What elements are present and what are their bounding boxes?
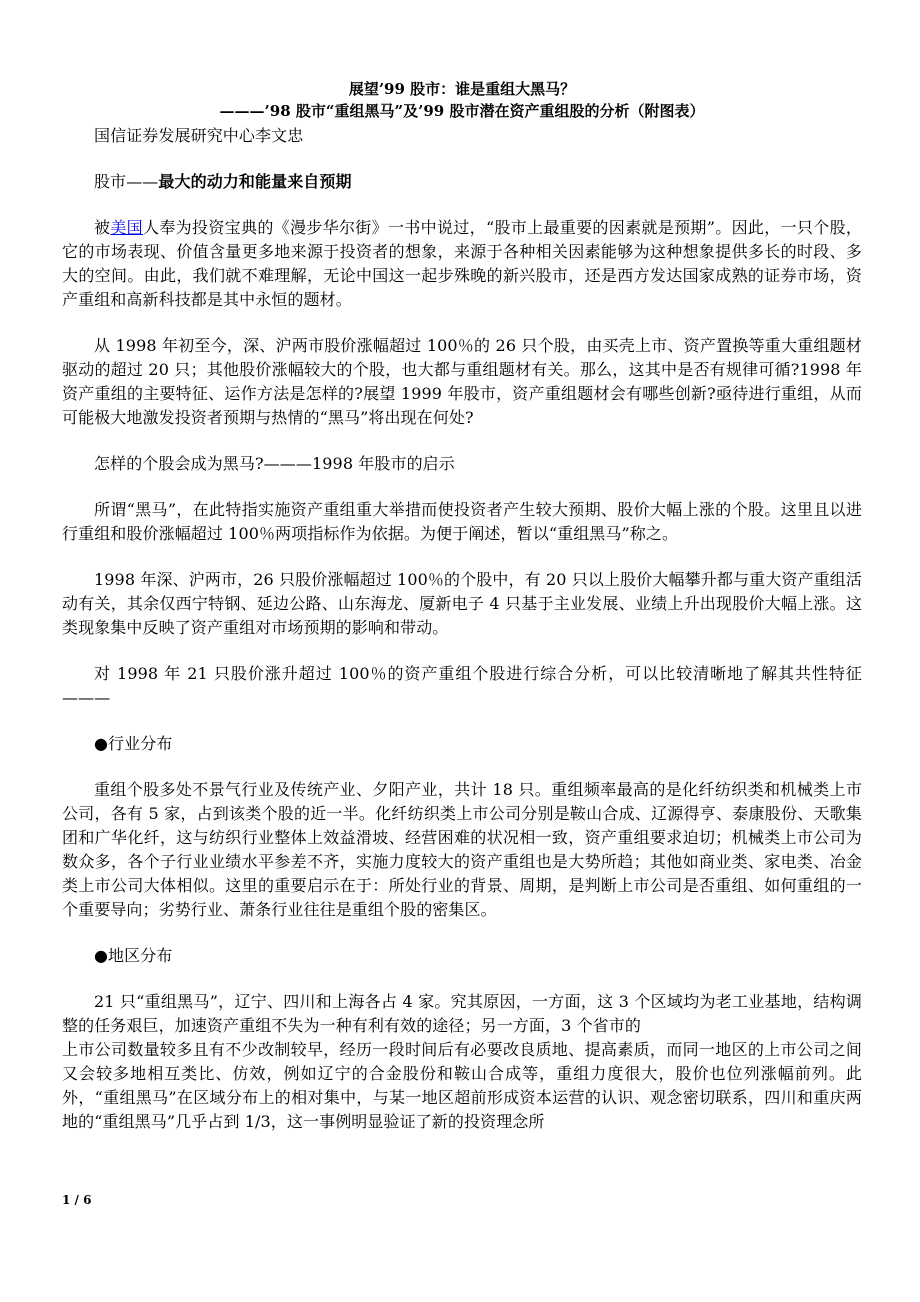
spacer bbox=[62, 756, 862, 778]
paragraph-2: 从 1998 年初至今，深、沪两市股价涨幅超过 100％的 26 只个股，由买壳上市、资产置换等重大重组题材驱动的超过 20 只；其他股价涨幅较大的个股，也大都与重组题材有关。那么，这其中是否有规律可循?1998 年资产重组的主要特征、运作方法是怎样的?展望 1999 年股市，资产重组题材会有哪些创新?亟待进行重组，从而可能极大地激发投资者预期与热情的“黑马”将出现在何处? bbox=[62, 336, 862, 427]
section-heading-dark-horse: 怎样的个股会成为黑马?———1998 年股市的启示 bbox=[94, 454, 455, 473]
document-body bbox=[62, 78, 862, 1134]
paragraph-7-continued: 上市公司数量较多且有不少改制较早，经历一段时间后有必要改良质地、提高素质，而同一地区的上市公司之间又会较多地相互类比、仿效，例如辽宁的合金股份和鞍山合成等，重组力度很大，股价也位列涨幅前列。此外，“重组黑马”在区域分布上的相对集中，与某一地区超前形成资本运营的认识、观念密切联系，四川和重庆两地的“重组黑马”几乎占到 1/3，这一事例明显验证了新的投资理念所 bbox=[62, 1040, 862, 1131]
spacer bbox=[62, 922, 862, 944]
paragraph-1-before-link: 被 bbox=[94, 218, 111, 237]
bullet-industry-distribution: ●行业分布 bbox=[94, 734, 173, 753]
spacer bbox=[62, 430, 862, 452]
document-title: 展望’99 股市：谁是重组大黑马？ bbox=[348, 80, 576, 98]
paragraph-1 bbox=[62, 216, 862, 312]
spacer bbox=[62, 968, 862, 990]
spacer bbox=[62, 148, 862, 170]
spacer bbox=[62, 312, 862, 334]
spacer bbox=[62, 476, 862, 498]
paragraph-4: 1998 年深、沪两市，26 只股价涨幅超过 100％的个股中，有 20 只以上股价大幅攀升都与重大资产重组活动有关，其余仅西宁特钢、延边公路、山东海龙、厦新电子 4 只基于主业发展、业绩上升出现股价大幅上涨。这类现象集中反映了资产重组对市场预期的影响和带动。 bbox=[62, 570, 862, 637]
spacer bbox=[62, 546, 862, 568]
paragraph-5: 对 1998 年 21 只股价涨升超过 100％的资产重组个股进行综合分析，可以比较清晰地了解其共性特征——— bbox=[62, 664, 862, 707]
link-usa[interactable]: 美国 bbox=[110, 218, 144, 237]
bullet-region-distribution: ●地区分布 bbox=[94, 946, 173, 965]
paragraph-6: 重组个股多处不景气行业及传统产业、夕阳产业，共计 18 只。重组频率最高的是化纤纺织类和机械类上市公司，各有 5 家，占到该类个股的近一半。化纤纺织类上市公司分别是鞍山合成、辽源得亨、泰康股份、天歌集团和广华化纤，这与纺织行业整体上效益滑坡、经营困难的状况相一致，资产重组要求迫切；机械类上市公司为数众多，各个子行业业绩水平参差不齐，实施力度较大的资产重组也是大势所趋；其他如商业类、家电类、冶金类上市公司大体相似。这里的重要启示在于：所处行业的背景、周期，是判断上市公司是否重组、如何重组的一个重要导向；劣势行业、萧条行业往往是重组个股的密集区。 bbox=[62, 780, 862, 919]
document-subtitle: ———’98 股市“重组黑马”及’99 股市潜在资产重组股的分析（附图表） bbox=[219, 102, 705, 120]
paragraph-1-after-link: 人奉为投资宝典的《漫步华尔街》一书中说过，“股市上最重要的因素就是预期”。因此，一只个股，它的市场表现、价值含量更多地来源于投资者的想象，来源于各种相关因素能够为这种想象提供多长的时段、多大的空间。由此，我们就不难理解，无论中国这一起步殊晚的新兴股市，还是西方发达国家成熟的证券市场，资产重组和高新科技都是其中永恒的题材。 bbox=[62, 218, 862, 309]
spacer bbox=[62, 640, 862, 662]
paragraph-7-first-line: 21 只“重组黑马”，辽宁、四川和上海各占 4 家。究其原因，一方面，这 3 个区域均为老工业基地，结构调整的任务艰巨，加速资产重组不失为一种有利有效的途径；另一方面，3 个省市的 bbox=[62, 992, 862, 1035]
spacer bbox=[62, 710, 862, 732]
page-number: 1 / 6 bbox=[62, 1193, 92, 1207]
author-line: 国信证券发展研究中心李文忠 bbox=[94, 126, 304, 145]
section-heading-bold: 最大的动力和能量来自预期 bbox=[158, 172, 352, 191]
paragraph-3: 所谓“黑马”，在此特指实施资产重组重大举措而使投资者产生较大预期、股价大幅上涨的个股。这里且以进行重组和股价涨幅超过 100％两项指标作为依据。为便于阐述，暂以“重组黑马”称之。 bbox=[62, 500, 862, 543]
spacer bbox=[62, 194, 862, 216]
section-heading-prefix: 股市—— bbox=[94, 172, 159, 191]
section-heading-expectation bbox=[62, 170, 862, 194]
